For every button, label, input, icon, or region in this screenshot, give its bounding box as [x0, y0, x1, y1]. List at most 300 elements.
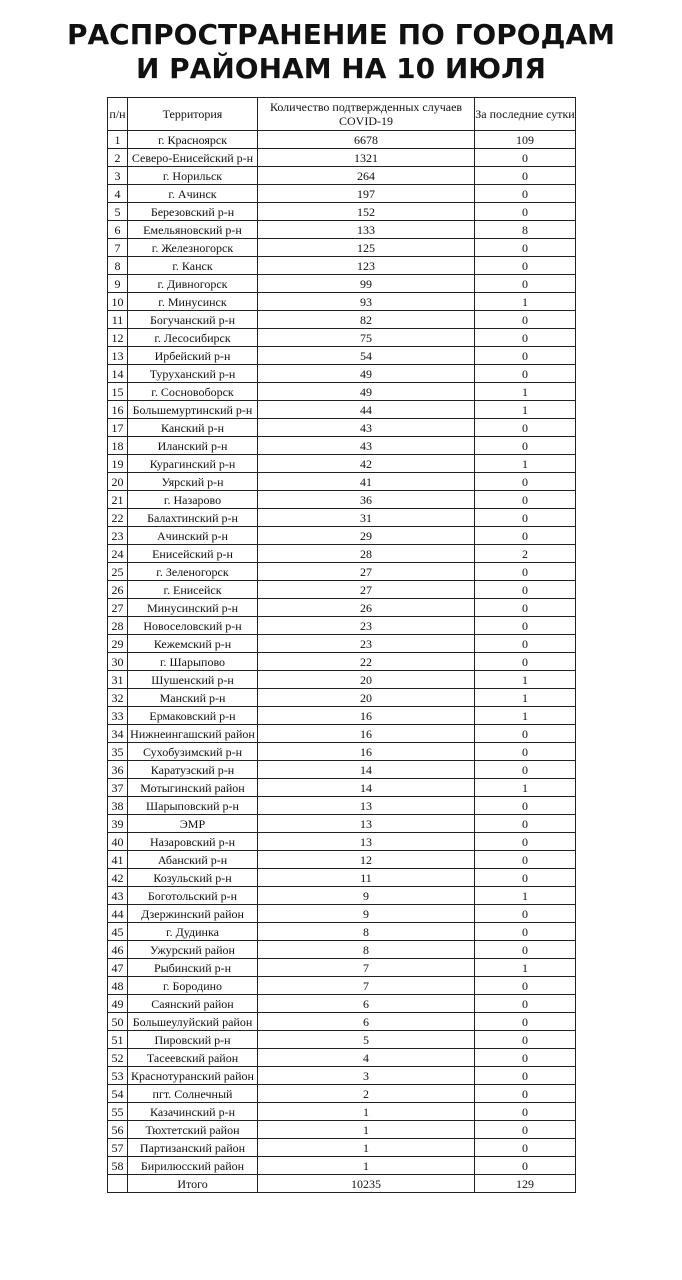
table-row: [108, 977, 576, 995]
row-last-day: 1: [475, 689, 576, 707]
table-row: [108, 743, 576, 761]
row-num: 26: [108, 581, 128, 599]
row-territory: Минусинский р-н: [128, 599, 258, 617]
row-count: 9: [258, 905, 475, 923]
row-num: 30: [108, 653, 128, 671]
row-last-day: 0: [475, 275, 576, 293]
row-num: 9: [108, 275, 128, 293]
title-line-1: РАСПРОСТРАНЕНИЕ ПО ГОРОДАМ: [66, 18, 616, 51]
table-row: [108, 509, 576, 527]
row-territory: Саянский район: [128, 995, 258, 1013]
row-territory: Кежемский р-н: [128, 635, 258, 653]
row-count: 125: [258, 239, 475, 257]
row-territory: Балахтинский р-н: [128, 509, 258, 527]
row-territory: Каратузский р-н: [128, 761, 258, 779]
row-count: 82: [258, 311, 475, 329]
row-num: 45: [108, 923, 128, 941]
row-num: 55: [108, 1103, 128, 1121]
row-num: 31: [108, 671, 128, 689]
row-last-day: 0: [475, 617, 576, 635]
row-territory: Новоселовский р-н: [128, 617, 258, 635]
row-num: 58: [108, 1157, 128, 1175]
row-territory: г. Шарыпово: [128, 653, 258, 671]
table-row: [108, 1067, 576, 1085]
table-row: [108, 185, 576, 203]
row-count: 123: [258, 257, 475, 275]
row-count: 49: [258, 365, 475, 383]
row-last-day: 0: [475, 1121, 576, 1139]
total-row: [108, 1175, 576, 1193]
row-count: 11: [258, 869, 475, 887]
table-row: [108, 527, 576, 545]
row-count: 13: [258, 833, 475, 851]
row-count: 43: [258, 419, 475, 437]
table-row: [108, 671, 576, 689]
header-territory: Территория: [128, 98, 258, 131]
row-num: 56: [108, 1121, 128, 1139]
row-num: 41: [108, 851, 128, 869]
row-last-day: 0: [475, 563, 576, 581]
row-territory: г. Красноярск: [128, 131, 258, 149]
row-territory: Бирилюсский район: [128, 1157, 258, 1175]
row-count: 1: [258, 1103, 475, 1121]
row-territory: Мотыгинский район: [128, 779, 258, 797]
row-territory: Емельяновский р-н: [128, 221, 258, 239]
row-territory: Курагинский р-н: [128, 455, 258, 473]
table-row: [108, 599, 576, 617]
row-num: 49: [108, 995, 128, 1013]
row-last-day: 0: [475, 185, 576, 203]
table-row: [108, 1049, 576, 1067]
row-num: 37: [108, 779, 128, 797]
row-num: 11: [108, 311, 128, 329]
header-num: п/н: [108, 98, 128, 131]
header-last-day: За последние сутки: [475, 98, 576, 131]
row-count: 36: [258, 491, 475, 509]
row-last-day: 0: [475, 833, 576, 851]
row-last-day: 0: [475, 365, 576, 383]
table-row: [108, 851, 576, 869]
row-count: 152: [258, 203, 475, 221]
row-last-day: 0: [475, 1103, 576, 1121]
total-last-day: 129: [475, 1175, 576, 1193]
table-row: [108, 761, 576, 779]
table-row: [108, 563, 576, 581]
row-last-day: 1: [475, 959, 576, 977]
row-count: 197: [258, 185, 475, 203]
row-count: 14: [258, 779, 475, 797]
row-num: 25: [108, 563, 128, 581]
row-territory: Краснотуранский район: [128, 1067, 258, 1085]
row-last-day: 0: [475, 761, 576, 779]
row-num: 16: [108, 401, 128, 419]
row-count: 27: [258, 563, 475, 581]
table-row: [108, 779, 576, 797]
row-territory: г. Сосновоборск: [128, 383, 258, 401]
row-last-day: 0: [475, 923, 576, 941]
row-territory: Абанский р-н: [128, 851, 258, 869]
row-last-day: 0: [475, 995, 576, 1013]
table-row: [108, 473, 576, 491]
row-last-day: 0: [475, 653, 576, 671]
row-territory: г. Назарово: [128, 491, 258, 509]
row-last-day: 0: [475, 491, 576, 509]
row-territory: Большемуртинский р-н: [128, 401, 258, 419]
row-last-day: 1: [475, 293, 576, 311]
row-territory: Тасеевский район: [128, 1049, 258, 1067]
row-territory: Назаровский р-н: [128, 833, 258, 851]
row-territory: Дзержинский район: [128, 905, 258, 923]
row-num: 35: [108, 743, 128, 761]
table-body: [108, 131, 576, 1175]
row-num: 19: [108, 455, 128, 473]
row-num: 44: [108, 905, 128, 923]
table-row: [108, 401, 576, 419]
row-territory: г. Минусинск: [128, 293, 258, 311]
row-num: 6: [108, 221, 128, 239]
row-territory: Шарыповский р-н: [128, 797, 258, 815]
row-count: 41: [258, 473, 475, 491]
row-num: 13: [108, 347, 128, 365]
row-territory: Большеулуйский район: [128, 1013, 258, 1031]
row-num: 20: [108, 473, 128, 491]
row-num: 24: [108, 545, 128, 563]
title-line-2: И РАЙОНАМ НА 10 ИЮЛЯ: [135, 52, 546, 85]
row-last-day: 0: [475, 1067, 576, 1085]
row-territory: г. Бородино: [128, 977, 258, 995]
row-last-day: 0: [475, 311, 576, 329]
row-last-day: 0: [475, 1139, 576, 1157]
table-row: [108, 203, 576, 221]
row-num: 7: [108, 239, 128, 257]
header-count: Количество подтвержденных случаев COVID-19: [258, 98, 475, 131]
table-row: [108, 365, 576, 383]
table-row: [108, 1157, 576, 1175]
row-last-day: 0: [475, 869, 576, 887]
row-num: 43: [108, 887, 128, 905]
row-last-day: 0: [475, 815, 576, 833]
table-row: [108, 311, 576, 329]
row-last-day: 1: [475, 887, 576, 905]
table-row: [108, 635, 576, 653]
table-row: [108, 887, 576, 905]
row-last-day: 1: [475, 707, 576, 725]
table-row: [108, 149, 576, 167]
row-count: 14: [258, 761, 475, 779]
row-territory: Боготольский р-н: [128, 887, 258, 905]
table-row: [108, 923, 576, 941]
row-num: 47: [108, 959, 128, 977]
row-count: 1: [258, 1121, 475, 1139]
row-territory: Уярский р-н: [128, 473, 258, 491]
row-territory: пгт. Солнечный: [128, 1085, 258, 1103]
row-count: 8: [258, 941, 475, 959]
row-last-day: 0: [475, 347, 576, 365]
row-territory: Иланский р-н: [128, 437, 258, 455]
table-row: [108, 1121, 576, 1139]
row-num: 18: [108, 437, 128, 455]
row-num: 39: [108, 815, 128, 833]
row-territory: г. Ачинск: [128, 185, 258, 203]
row-count: 16: [258, 707, 475, 725]
table-row: [108, 1139, 576, 1157]
table-row: [108, 329, 576, 347]
row-count: 16: [258, 725, 475, 743]
row-territory: Нижнеингашский район: [128, 725, 258, 743]
row-last-day: 1: [475, 671, 576, 689]
row-num: 32: [108, 689, 128, 707]
table-row: [108, 941, 576, 959]
table-row: [108, 221, 576, 239]
row-num: 21: [108, 491, 128, 509]
row-num: 53: [108, 1067, 128, 1085]
row-last-day: 0: [475, 1049, 576, 1067]
table-row: [108, 275, 576, 293]
row-num: 4: [108, 185, 128, 203]
row-last-day: 1: [475, 455, 576, 473]
row-count: 7: [258, 959, 475, 977]
row-last-day: 0: [475, 239, 576, 257]
table-row: [108, 347, 576, 365]
row-num: 2: [108, 149, 128, 167]
row-last-day: 0: [475, 797, 576, 815]
row-last-day: 0: [475, 1031, 576, 1049]
table-row: [108, 1031, 576, 1049]
row-territory: г. Дудинка: [128, 923, 258, 941]
row-last-day: 2: [475, 545, 576, 563]
row-count: 54: [258, 347, 475, 365]
row-last-day: 0: [475, 599, 576, 617]
row-territory: Казачинский р-н: [128, 1103, 258, 1121]
row-count: 93: [258, 293, 475, 311]
row-territory: г. Дивногорск: [128, 275, 258, 293]
row-territory: Ирбейский р-н: [128, 347, 258, 365]
table-row: [108, 491, 576, 509]
table-row: [108, 239, 576, 257]
row-count: 5: [258, 1031, 475, 1049]
row-count: 44: [258, 401, 475, 419]
row-territory: Сухобузимский р-н: [128, 743, 258, 761]
row-count: 75: [258, 329, 475, 347]
row-count: 42: [258, 455, 475, 473]
row-territory: г. Енисейск: [128, 581, 258, 599]
table-row: [108, 797, 576, 815]
row-territory: Пировский р-н: [128, 1031, 258, 1049]
row-count: 13: [258, 797, 475, 815]
row-num: 46: [108, 941, 128, 959]
row-num: 38: [108, 797, 128, 815]
row-last-day: 0: [475, 473, 576, 491]
table-header-row: [108, 98, 576, 131]
table-row: [108, 653, 576, 671]
row-num: 5: [108, 203, 128, 221]
table-row: [108, 689, 576, 707]
row-last-day: 0: [475, 257, 576, 275]
row-num: 28: [108, 617, 128, 635]
row-last-day: 0: [475, 419, 576, 437]
row-last-day: 109: [475, 131, 576, 149]
row-num: 52: [108, 1049, 128, 1067]
row-num: 12: [108, 329, 128, 347]
row-last-day: 0: [475, 329, 576, 347]
row-count: 20: [258, 689, 475, 707]
row-count: 26: [258, 599, 475, 617]
row-count: 3: [258, 1067, 475, 1085]
row-num: 10: [108, 293, 128, 311]
row-count: 43: [258, 437, 475, 455]
table-row: [108, 1085, 576, 1103]
table-row: [108, 437, 576, 455]
row-last-day: 1: [475, 383, 576, 401]
row-num: 8: [108, 257, 128, 275]
row-last-day: 0: [475, 1085, 576, 1103]
row-territory: Партизанский район: [128, 1139, 258, 1157]
row-count: 1321: [258, 149, 475, 167]
row-count: 22: [258, 653, 475, 671]
table-row: [108, 167, 576, 185]
row-num: 29: [108, 635, 128, 653]
row-territory: ЭМР: [128, 815, 258, 833]
row-last-day: 8: [475, 221, 576, 239]
total-label: Итого: [128, 1175, 258, 1193]
row-count: 6: [258, 995, 475, 1013]
table-row: [108, 581, 576, 599]
row-territory: г. Зеленогорск: [128, 563, 258, 581]
row-territory: г. Канск: [128, 257, 258, 275]
row-last-day: 0: [475, 941, 576, 959]
row-territory: Богучанский р-н: [128, 311, 258, 329]
row-count: 27: [258, 581, 475, 599]
table-row: [108, 815, 576, 833]
row-territory: Рыбинский р-н: [128, 959, 258, 977]
row-count: 20: [258, 671, 475, 689]
row-count: 1: [258, 1139, 475, 1157]
row-last-day: 0: [475, 167, 576, 185]
row-last-day: 1: [475, 779, 576, 797]
row-count: 28: [258, 545, 475, 563]
row-count: 2: [258, 1085, 475, 1103]
row-num: 51: [108, 1031, 128, 1049]
row-num: 22: [108, 509, 128, 527]
row-territory: Ермаковский р-н: [128, 707, 258, 725]
row-count: 133: [258, 221, 475, 239]
row-count: 6678: [258, 131, 475, 149]
row-territory: Енисейский р-н: [128, 545, 258, 563]
table-row: [108, 383, 576, 401]
row-territory: Шушенский р-н: [128, 671, 258, 689]
row-count: 99: [258, 275, 475, 293]
row-count: 13: [258, 815, 475, 833]
row-num: 27: [108, 599, 128, 617]
row-num: 57: [108, 1139, 128, 1157]
table-row: [108, 1103, 576, 1121]
row-num: 17: [108, 419, 128, 437]
row-territory: Манский р-н: [128, 689, 258, 707]
total-count: 10235: [258, 1175, 475, 1193]
row-count: 264: [258, 167, 475, 185]
row-count: 1: [258, 1157, 475, 1175]
row-last-day: 0: [475, 509, 576, 527]
table-row: [108, 455, 576, 473]
row-territory: Туруханский р-н: [128, 365, 258, 383]
table-row: [108, 959, 576, 977]
row-territory: Тюхтетский район: [128, 1121, 258, 1139]
row-num: 3: [108, 167, 128, 185]
table-row: [108, 905, 576, 923]
table-row: [108, 833, 576, 851]
row-num: 15: [108, 383, 128, 401]
row-num: 23: [108, 527, 128, 545]
row-last-day: 1: [475, 401, 576, 419]
row-territory: Ачинский р-н: [128, 527, 258, 545]
row-count: 6: [258, 1013, 475, 1031]
row-num: 14: [108, 365, 128, 383]
row-last-day: 0: [475, 743, 576, 761]
row-territory: г. Железногорск: [128, 239, 258, 257]
table-row: [108, 131, 576, 149]
row-territory: Козульский р-н: [128, 869, 258, 887]
table-row: [108, 725, 576, 743]
row-territory: г. Лесосибирск: [128, 329, 258, 347]
row-count: 7: [258, 977, 475, 995]
row-count: 23: [258, 617, 475, 635]
table-row: [108, 707, 576, 725]
row-territory: Северо-Енисейский р-н: [128, 149, 258, 167]
table-row: [108, 617, 576, 635]
row-territory: Березовский р-н: [128, 203, 258, 221]
row-last-day: 0: [475, 203, 576, 221]
table-row: [108, 419, 576, 437]
row-last-day: 0: [475, 851, 576, 869]
row-num: 48: [108, 977, 128, 995]
row-last-day: 0: [475, 725, 576, 743]
row-last-day: 0: [475, 149, 576, 167]
row-last-day: 0: [475, 1013, 576, 1031]
row-last-day: 0: [475, 581, 576, 599]
row-num: 42: [108, 869, 128, 887]
row-last-day: 0: [475, 635, 576, 653]
table-row: [108, 869, 576, 887]
row-count: 49: [258, 383, 475, 401]
row-count: 23: [258, 635, 475, 653]
row-count: 8: [258, 923, 475, 941]
row-num: 1: [108, 131, 128, 149]
page-title: [0, 18, 682, 86]
row-num: 33: [108, 707, 128, 725]
row-last-day: 0: [475, 977, 576, 995]
row-num: 40: [108, 833, 128, 851]
row-count: 4: [258, 1049, 475, 1067]
row-last-day: 0: [475, 527, 576, 545]
row-count: 29: [258, 527, 475, 545]
row-num: 54: [108, 1085, 128, 1103]
row-last-day: 0: [475, 1157, 576, 1175]
table-row: [108, 1013, 576, 1031]
row-last-day: 0: [475, 437, 576, 455]
row-territory: Ужурский район: [128, 941, 258, 959]
table-row: [108, 257, 576, 275]
row-num: 34: [108, 725, 128, 743]
row-count: 9: [258, 887, 475, 905]
row-count: 16: [258, 743, 475, 761]
row-territory: г. Норильск: [128, 167, 258, 185]
covid-cases-table: [107, 97, 576, 1193]
row-count: 12: [258, 851, 475, 869]
table-row: [108, 995, 576, 1013]
row-num: 36: [108, 761, 128, 779]
total-num-cell: [108, 1175, 128, 1193]
row-territory: Канский р-н: [128, 419, 258, 437]
